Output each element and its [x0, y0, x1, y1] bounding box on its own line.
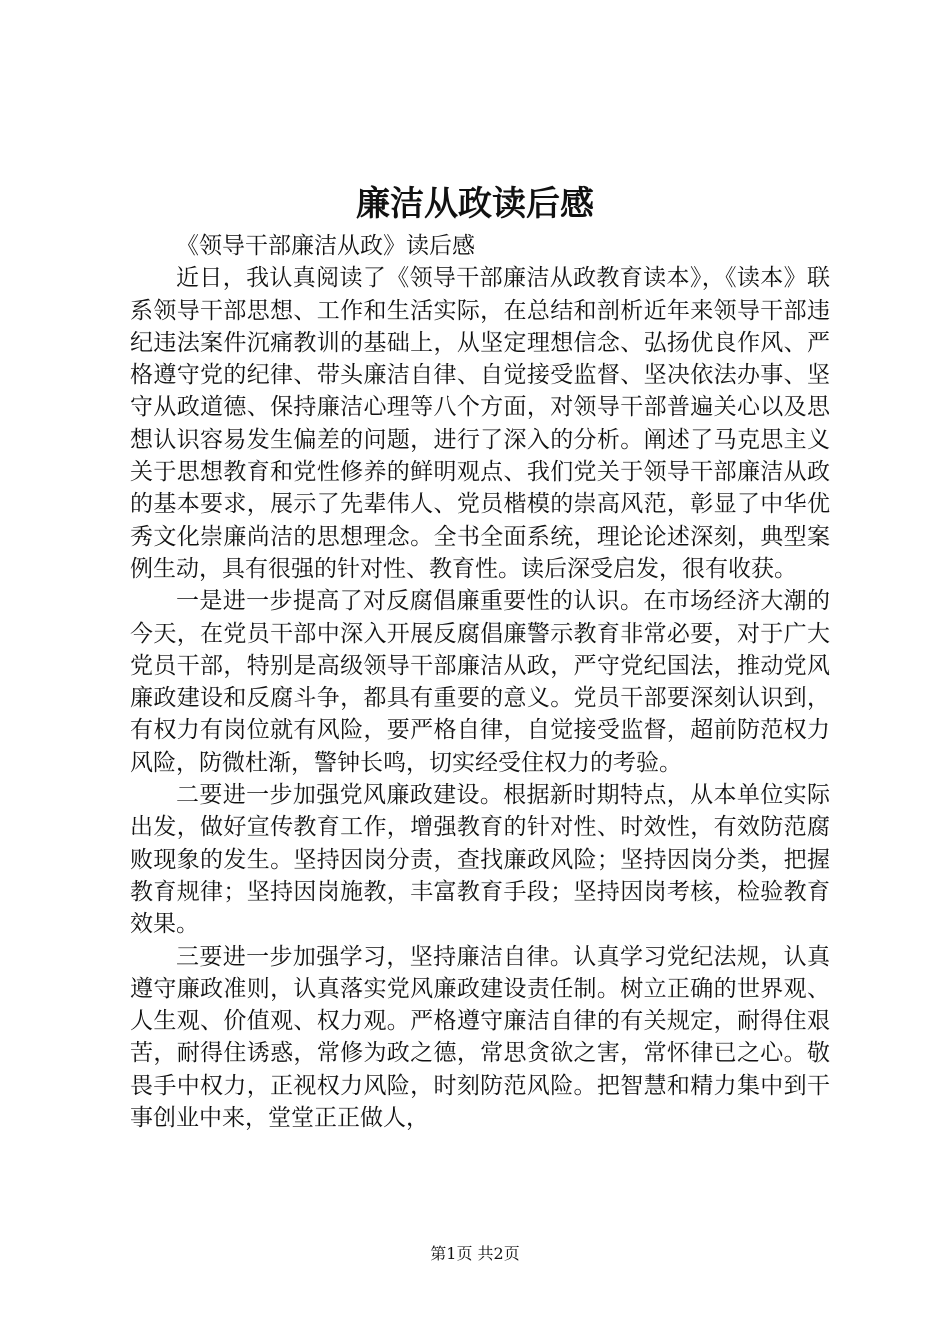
paragraph: 三要进一步加强学习，坚持廉洁自律。认真学习党纪法规，认真遵守廉政准则，认真落实党风廉政建设责任制。树立正确的世界观、人生观、价值观、权力观。严格遵守廉洁自律的有关规定，耐得住艰苦，耐得住诱惑，常修为政之德，常思贪欲之害，常怀律已之心。敬畏手中权力，正视权力风险，时刻防范风险。把智慧和精力集中到干事创业中来，堂堂正正做人， [130, 943, 830, 1132]
paragraph: 一是进一步提高了对反腐倡廉重要性的认识。在市场经济大潮的今天，在党员干部中深入开展反腐倡廉警示教育非常必要，对于广大党员干部，特别是高级领导干部廉洁从政，严守党纪国法，推动党风廉政建设和反腐斗争，都具有重要的意义。党员干部要深刻认识到，有权力有岗位就有风险，要严格自律，自觉接受监督，超前防范权力风险，防微杜渐，警钟长鸣，切实经受住权力的考验。 [130, 588, 830, 776]
page-number: 第1页 共2页 [430, 1244, 520, 1263]
paragraph: 近日，我认真阅读了《领导干部廉洁从政教育读本》，《读本》联系领导干部思想、工作和生活实际，在总结和剖析近年来领导干部违纪违法案件沉痛教训的基础上，从坚定理想信念、弘扬优良作风、严格遵守党的纪律、带头廉洁自律、自觉接受监督、坚决依法办事、坚守从政道德、保持廉洁心理等八个方面，对领导干部普遍关心以及思想认识容易发生偏差的问题，进行了深入的分析。阐述了马克思主义关于思想教育和党性修养的鲜明观点、我们党关于领导干部廉洁从政的基本要求，展示了先辈伟人、党员楷模的崇高风范，彰显了中华优秀文化崇廉尚洁的思想理念。全书全面系统，理论论述深刻，典型案例生动，具有很强的针对性、教育性。读后深受启发，很有收获。 [130, 265, 830, 582]
document-subtitle: 《领导干部廉洁从政》读后感 [176, 233, 475, 259]
document-body [130, 230, 830, 1134]
paragraph: 二要进一步加强党风廉政建设。根据新时期特点，从本单位实际出发，做好宣传教育工作，增强教育的针对性、时效性，有效防范腐败现象的发生。坚持因岗分责，查找廉政风险；坚持因岗分类，把握教育规律；坚持因岗施教，丰富教育手段；坚持因岗考核，检验教育效果。 [130, 782, 830, 938]
document-title: 廉洁从政读后感 [356, 184, 594, 224]
